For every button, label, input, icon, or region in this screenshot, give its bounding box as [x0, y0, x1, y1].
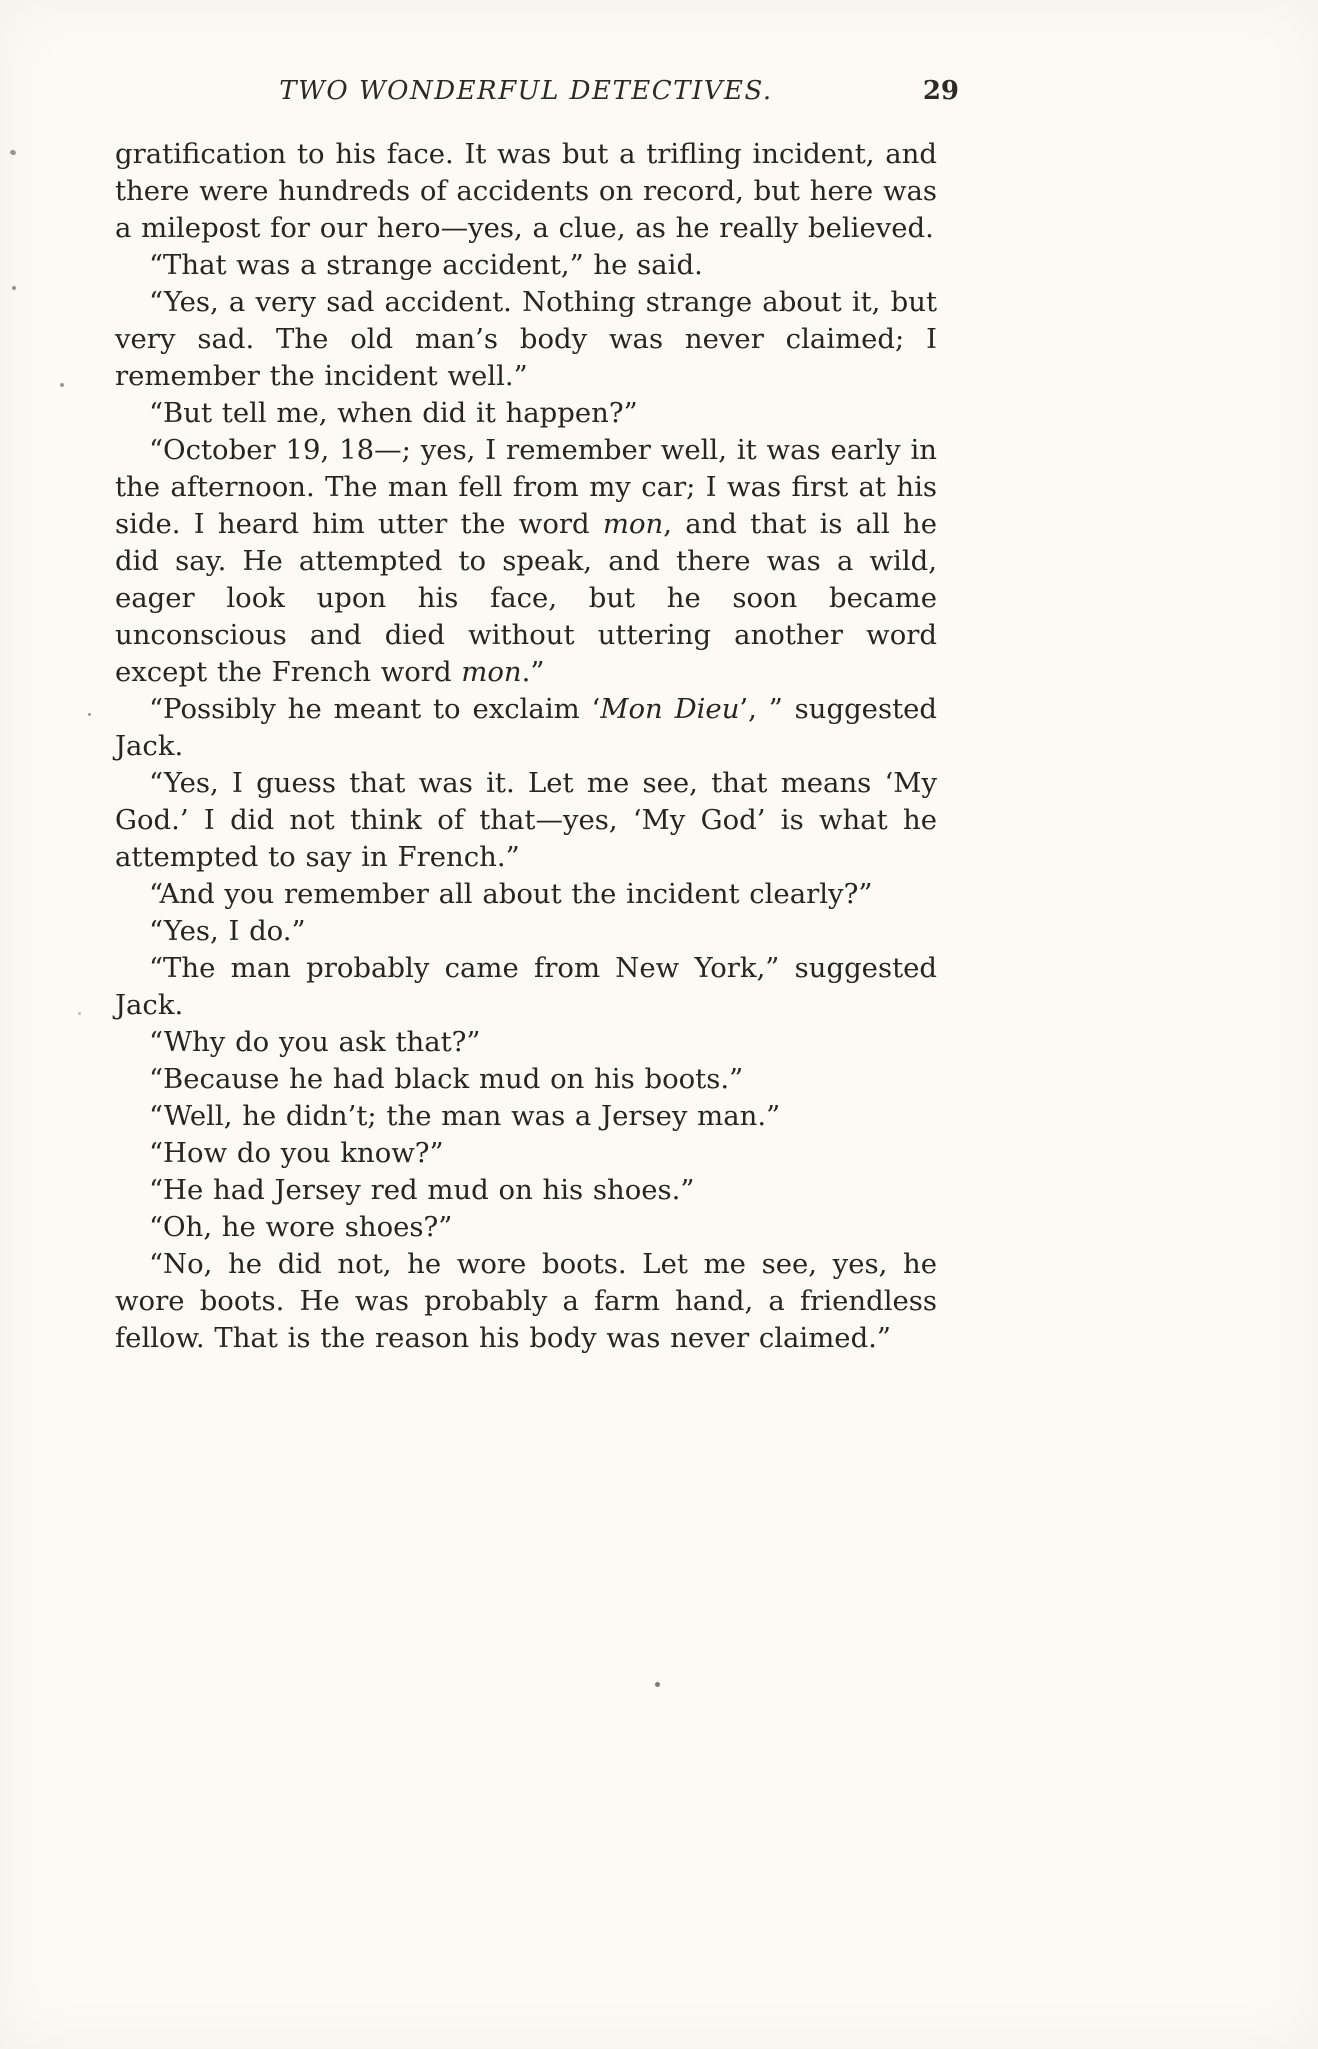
paragraph	[115, 1172, 937, 1209]
paragraph	[115, 247, 937, 284]
text-run: “Possibly he meant to exclaim ‘	[149, 693, 601, 725]
text-run: , and that is all he did say. He attempted to speak, and there was a wild, eager look upon his face, but he soon became unconscious and died without uttering another word except the French word	[115, 508, 937, 688]
text-run: “And you remember all about the incident clearly?”	[149, 878, 873, 910]
paragraph	[115, 136, 937, 247]
scan-speck	[9, 149, 16, 156]
paragraph	[115, 1061, 937, 1098]
paragraph	[115, 1098, 937, 1135]
running-title: TWO WONDERFUL DETECTIVES.	[279, 76, 773, 106]
text-run: “He had Jersey red mud on his shoes.”	[149, 1174, 695, 1206]
page-body	[115, 136, 937, 1357]
scan-speck	[12, 286, 16, 290]
italic-text-run: mon	[602, 508, 664, 540]
text-column	[115, 76, 959, 1357]
text-run: “That was a strange accident,” he said.	[149, 249, 703, 281]
text-run: “How do you know?”	[149, 1137, 444, 1169]
italic-text-run: mon	[461, 656, 522, 688]
text-run: “Because he had black mud on his boots.”	[149, 1063, 744, 1095]
page-number: 29	[922, 76, 959, 106]
paragraph	[115, 1246, 937, 1357]
paragraph	[115, 432, 937, 691]
text-run: “Oh, he wore shoes?”	[149, 1211, 453, 1243]
paragraph	[115, 691, 937, 765]
text-run: “Yes, a very sad accident. Nothing strange about it, but very sad. The old man’s body was never claimed; I remember the incident well.”	[115, 286, 937, 392]
paragraph	[115, 950, 937, 1024]
scan-speck	[88, 713, 91, 716]
paragraph	[115, 1024, 937, 1061]
scan-speck	[78, 1012, 81, 1015]
text-run: “Why do you ask that?”	[149, 1026, 481, 1058]
scan-speck	[655, 1682, 660, 1687]
paragraph	[115, 395, 937, 432]
paragraph	[115, 284, 937, 395]
paragraph	[115, 876, 937, 913]
paragraph	[115, 1135, 937, 1172]
text-run: gratification to his face. It was but a trifling incident, and there were hundreds of accidents on record, but here was a milepost for our hero—yes, a clue, as he really believed.	[115, 138, 937, 244]
text-run: “No, he did not, he wore boots. Let me see, yes, he wore boots. He was probably a farm hand, a friendless fellow. That is the reason his body was never claimed.”	[115, 1248, 937, 1354]
text-run: “Yes, I guess that was it. Let me see, that means ‘My God.’ I did not think of that—yes, ‘My God’ is what he attempted to say in French.”	[115, 767, 937, 873]
text-run: “But tell me, when did it happen?”	[149, 397, 638, 429]
text-run: “October 19, 18—; yes, I remember well, it was early in the afternoon. The man fell from my car; I was first at his side. I heard him utter the word	[115, 434, 937, 540]
text-run: “Well, he didn’t; the man was a Jersey man.”	[149, 1100, 781, 1132]
text-run: “Yes, I do.”	[149, 915, 306, 947]
text-run: .”	[521, 656, 545, 688]
paragraph	[115, 913, 937, 950]
text-run: “The man probably came from New York,” suggested Jack.	[115, 952, 937, 1021]
scan-speck	[60, 383, 64, 387]
paragraph	[115, 765, 937, 876]
page-header	[115, 76, 959, 106]
paragraph	[115, 1209, 937, 1246]
text-run: ’, ” suggested Jack.	[115, 693, 937, 762]
italic-text-run: Mon Dieu	[600, 693, 740, 725]
